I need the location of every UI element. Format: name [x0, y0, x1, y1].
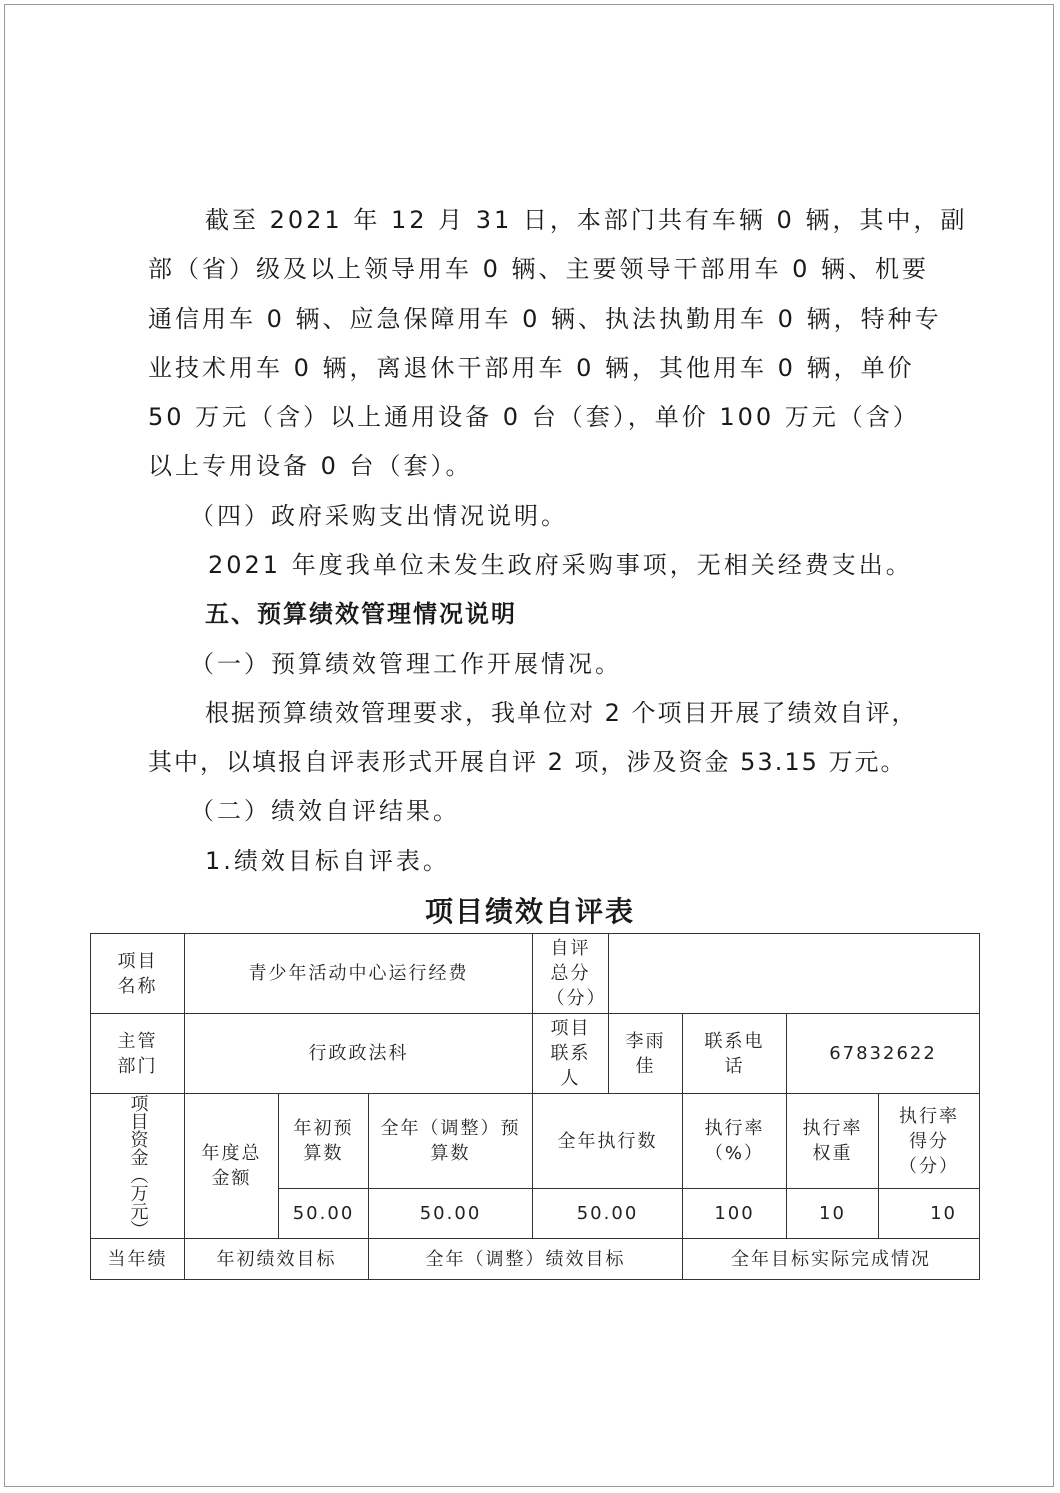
actual-completion-header: 全年目标实际完成情况	[683, 1239, 980, 1280]
self-evaluation-table	[90, 933, 980, 1280]
adjusted-goal-header: 全年（调整）绩效目标	[369, 1239, 683, 1280]
paragraph-line: 50 万元（含）以上通用设备 0 台（套），单价 100 万元（含）	[148, 403, 920, 431]
goal-row-label: 当年绩	[91, 1239, 185, 1280]
value-rate: 100	[683, 1189, 787, 1239]
contact-label: 项目联系人	[533, 1014, 609, 1094]
value-executed: 50.00	[533, 1189, 683, 1239]
paragraph-line: 根据预算绩效管理要求，我单位对 2 个项目开展了绩效自评，	[205, 699, 918, 727]
paragraph-line: 其中，以填报自评表形式开展自评 2 项，涉及资金 53.15 万元。	[148, 748, 907, 776]
subheading-performance-work: （一）预算绩效管理工作开展情况。	[190, 650, 622, 678]
phone-value: 67832622	[787, 1014, 980, 1094]
subheading-self-eval: （二）绩效自评结果。	[190, 797, 460, 825]
project-name-value: 青少年活动中心运行经费	[185, 934, 533, 1014]
funds-label: 项目资金（万元）	[91, 1094, 185, 1239]
value-rate-score: 10	[879, 1189, 980, 1239]
department-value: 行政政法科	[185, 1014, 533, 1094]
list-item: 1.绩效目标自评表。	[205, 847, 450, 875]
header-rate: 执行率（%）	[683, 1094, 787, 1189]
paragraph-line: 2021 年度我单位未发生政府采购事项，无相关经费支出。	[208, 551, 913, 579]
self-score-label: 自评总分（分）	[533, 934, 609, 1014]
paragraph-line: 通信用车 0 辆、应急保障用车 0 辆、执法执勤用车 0 辆，特种专	[148, 305, 942, 333]
subheading-procurement: （四）政府采购支出情况说明。	[190, 502, 568, 530]
header-total: 年度总金额	[185, 1094, 279, 1239]
header-executed: 全年执行数	[533, 1094, 683, 1189]
value-weight: 10	[787, 1189, 879, 1239]
paragraph-line: 截至 2021 年 12 月 31 日，本部门共有车辆 0 辆，其中，副	[205, 206, 968, 234]
paragraph-line: 部（省）级及以上领导用车 0 辆、主要领导干部用车 0 辆、机要	[148, 255, 930, 283]
paragraph-line: 业技术用车 0 辆，离退休干部用车 0 辆，其他用车 0 辆，单价	[148, 354, 915, 382]
project-name-label: 项目名称	[91, 934, 185, 1014]
contact-value: 李雨佳	[609, 1014, 683, 1094]
header-rate-score: 执行率得分（分）	[879, 1094, 980, 1189]
section-heading: 五、预算绩效管理情况说明	[205, 600, 517, 628]
paragraph-line: 以上专用设备 0 台（套）。	[148, 452, 473, 480]
value-initial: 50.00	[279, 1189, 369, 1239]
department-label: 主管部门	[91, 1014, 185, 1094]
table-title: 项目绩效自评表	[424, 895, 635, 928]
header-weight: 执行率权重	[787, 1094, 879, 1189]
phone-label: 联系电话	[683, 1014, 787, 1094]
header-initial: 年初预算数	[279, 1094, 369, 1189]
self-score-value	[609, 934, 980, 1014]
header-adjusted: 全年（调整）预算数	[369, 1094, 533, 1189]
value-adjusted: 50.00	[369, 1189, 533, 1239]
initial-goal-header: 年初绩效目标	[185, 1239, 369, 1280]
